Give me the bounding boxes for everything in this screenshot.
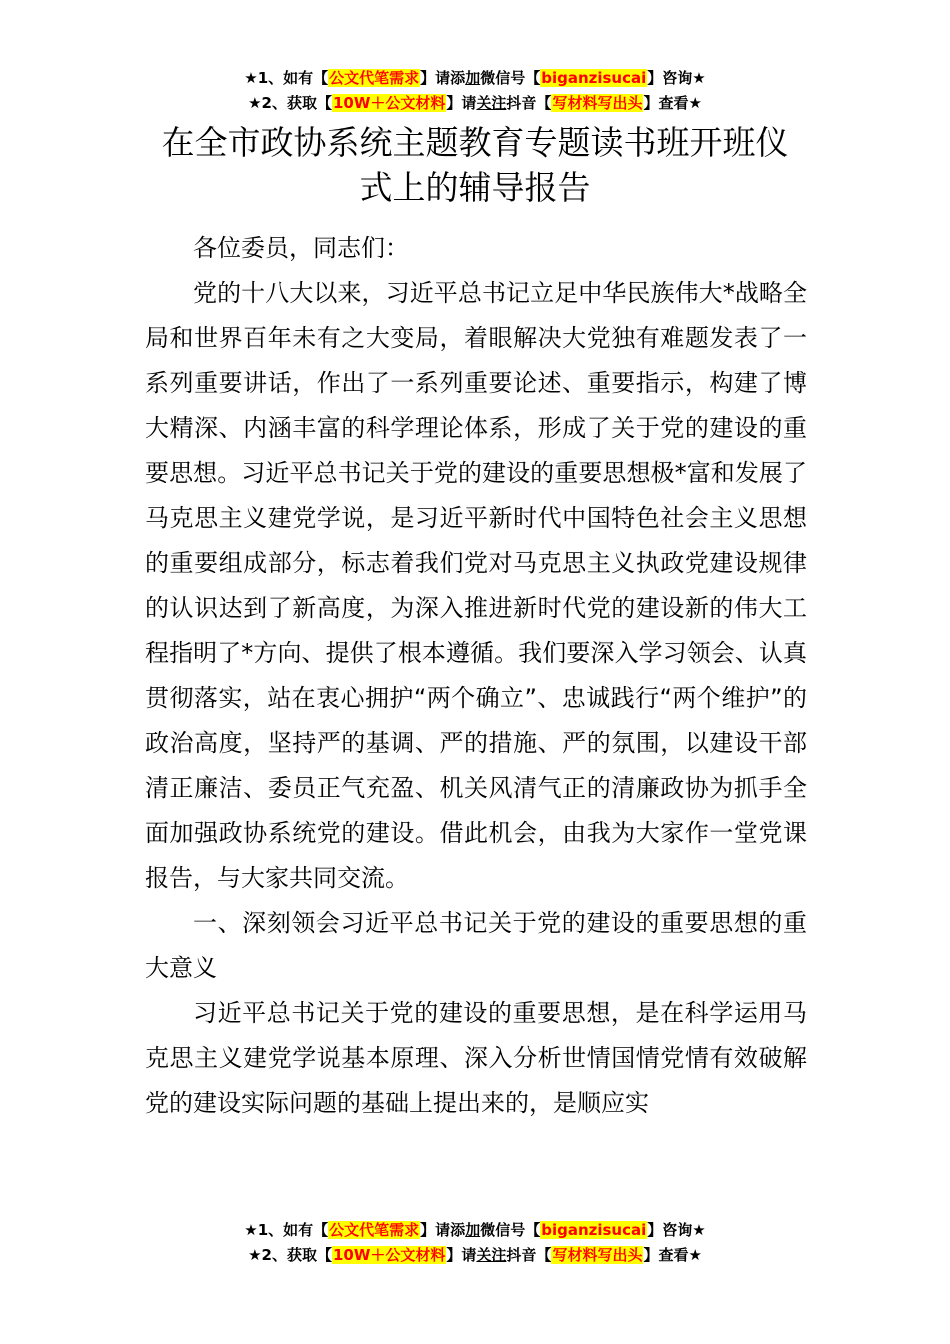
banner-highlight: 写材料写出头: [552, 94, 643, 112]
banner-underline: 关注: [476, 1246, 507, 1264]
banner-text: 】咨询★: [647, 69, 706, 87]
banner-highlight: biganzisucai: [541, 69, 647, 87]
title-line-2: 式上的辅导报告: [359, 168, 591, 207]
paragraph: 党的十八大以来，习近平总书记立足中华民族伟大*战略全局和世界百年未有之大变局，着眼解决大党独有难题发表了一系列重要讲话，作出了一系列重要论述、重要指示，构建了博大精深、内涵丰富的科学理论体系，形成了关于党的建设的重要思想。习近平总书记关于党的建设的重要思想极*富和发展了马克思主义建党学说，是习近平新时代中国特色社会主义思想的重要组成部分，标志着我们党对马克思主义执政党建设规律的认识达到了新高度，为深入推进新时代党的建设新的伟大工程指明了*方向、提供了根本遵循。我们要深入学习领会、认真贯彻落实，站在衷心拥护“两个确立”、忠诚践行“两个维护”的政治高度，坚持严的基调、严的措施、严的氛围，以建设干部清正廉洁、委员正气充盈、机关风清气正的清廉政协为抓手全面加强政协系统党的建设。借此机会，由我为大家作一堂党课报告，与大家共同交流。: [145, 279, 807, 892]
banner-text: 】请添: [420, 69, 466, 87]
banner-line-1: [0, 1218, 950, 1243]
banner-highlight: 10W＋公文材料: [332, 1246, 446, 1264]
banner-text: 】请: [446, 1246, 477, 1264]
salutation: 各位委员，同志们：: [193, 234, 409, 262]
banner-underline: 加: [465, 69, 481, 87]
banner-line-1: [0, 66, 950, 91]
section-heading: 一、深刻领会习近平总书记关于党的建设的重要思想的重大意义: [145, 909, 807, 982]
banner-text: 微信号【: [480, 1221, 541, 1239]
banner-highlight: 公文代笔需求: [329, 1221, 420, 1239]
banner-underline: 加: [465, 1221, 481, 1239]
banner-highlight: 写材料写出头: [552, 1246, 643, 1264]
document-title: [100, 120, 850, 210]
banner-line-2: [0, 1243, 950, 1268]
banner-highlight: 10W＋公文材料: [332, 94, 446, 112]
banner-text: 】请添: [420, 1221, 466, 1239]
paragraph: 习近平总书记关于党的建设的重要思想，是在科学运用马克思主义建党学说基本原理、深入分析世情国情党情有效破解党的建设实际问题的基础上提出来的，是顺应实: [145, 999, 807, 1117]
banner-highlight: 公文代笔需求: [329, 69, 420, 87]
banner-text: 】咨询★: [647, 1221, 706, 1239]
footer-banner: [0, 1218, 950, 1268]
banner-underline: 关注: [476, 94, 507, 112]
banner-line-2: [0, 91, 950, 116]
banner-text: ★1、如有【: [244, 1221, 329, 1239]
document-body: [145, 226, 807, 1126]
banner-text: 】查看★: [643, 1246, 702, 1264]
banner-highlight: biganzisucai: [541, 1221, 647, 1239]
banner-text: 】请: [446, 94, 477, 112]
banner-text: ★2、获取【: [248, 94, 332, 112]
banner-text: 抖音【: [506, 1246, 552, 1264]
title-line-1: 在全市政协系统主题教育专题读书班开班仪: [161, 123, 789, 162]
banner-text: ★1、如有【: [244, 69, 329, 87]
banner-text: ★2、获取【: [248, 1246, 332, 1264]
banner-text: 微信号【: [480, 69, 541, 87]
banner-text: 】查看★: [643, 94, 702, 112]
header-banner: [0, 66, 950, 116]
banner-text: 抖音【: [506, 94, 552, 112]
